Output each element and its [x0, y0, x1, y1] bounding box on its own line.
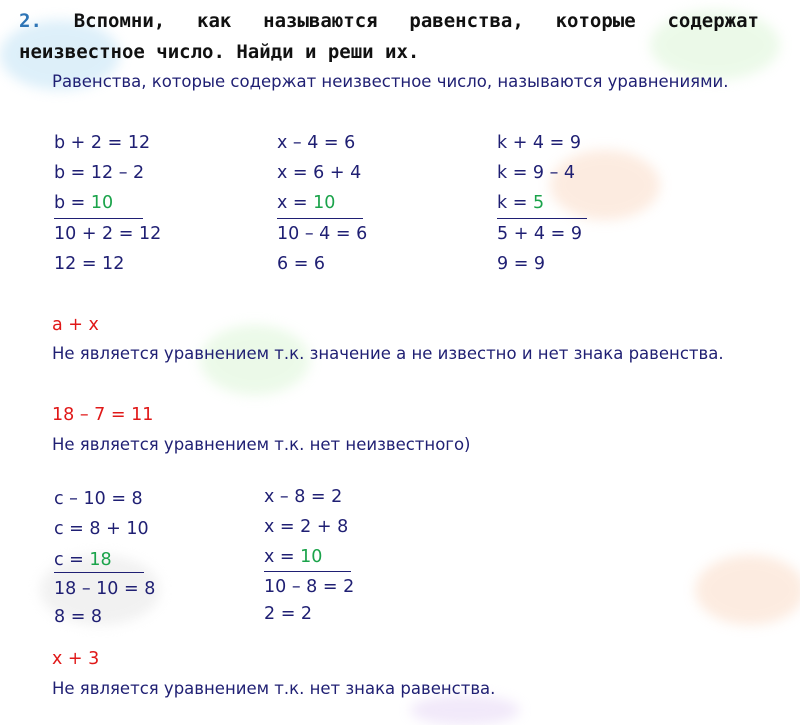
equation-line: x – 8 = 2: [264, 487, 343, 507]
equation-line: k = 9 – 4: [497, 163, 576, 183]
check-line: 18 – 10 = 8: [54, 579, 156, 599]
answer-value: 10: [90, 193, 114, 213]
divider: [54, 572, 144, 573]
divider: [277, 218, 363, 219]
task-title: [19, 6, 759, 68]
check-line: 10 – 4 = 6: [277, 224, 368, 244]
task-number: 2.: [19, 10, 42, 32]
answer-value: 5: [532, 193, 545, 213]
equation-line: b = 12 – 2: [54, 163, 145, 183]
expression: a + x: [52, 315, 99, 335]
equation-line: c = 8 + 10: [54, 519, 149, 539]
check-line: 10 + 2 = 12: [54, 224, 162, 244]
equation-line: x – 4 = 6: [277, 133, 356, 153]
answer-line: x = 10: [277, 193, 336, 213]
check-line: 2 = 2: [264, 604, 313, 624]
answer-line: b = 10: [54, 193, 114, 213]
intro-text: Равенства, которые содержат неизвестное число, называются уравнениями.: [52, 72, 729, 91]
check-line: 10 – 8 = 2: [264, 577, 355, 597]
equation-line: b + 2 = 12: [54, 133, 151, 153]
watermark: [410, 695, 520, 725]
check-line: 9 = 9: [497, 254, 546, 274]
task-text: Вспомни, как называются равенства, которые содержат неизвестное число. Найди и реши их.: [19, 10, 759, 63]
expression: 18 – 7 = 11: [52, 405, 154, 425]
answer-value: 18: [89, 550, 112, 570]
equation-line: x = 2 + 8: [264, 517, 349, 537]
watermark: [550, 150, 660, 220]
check-line: 5 + 4 = 9: [497, 224, 582, 244]
equation-line: x = 6 + 4: [277, 163, 362, 183]
equation-line: k + 4 = 9: [497, 133, 581, 153]
expression-note: Не является уравнением т.к. нет неизвестного): [52, 435, 471, 454]
divider: [264, 571, 351, 572]
check-line: 12 = 12: [54, 254, 125, 274]
watermark: [695, 555, 800, 625]
answer-line: k = 5: [497, 193, 545, 213]
expression-note: Не является уравнением т.к. значение a не известно и нет знака равенства.: [52, 344, 724, 363]
equation-line: c – 10 = 8: [54, 489, 143, 509]
check-line: 8 = 8: [54, 607, 103, 627]
expression: x + 3: [52, 649, 100, 669]
divider: [497, 218, 587, 219]
expression-note: Не является уравнением т.к. нет знака равенства.: [52, 679, 496, 698]
answer-value: 10: [300, 547, 323, 567]
answer-value: 10: [313, 193, 336, 213]
answer-line: x = 10: [264, 547, 323, 567]
divider: [54, 218, 143, 219]
check-line: 6 = 6: [277, 254, 326, 274]
answer-line: c = 18: [54, 550, 112, 570]
